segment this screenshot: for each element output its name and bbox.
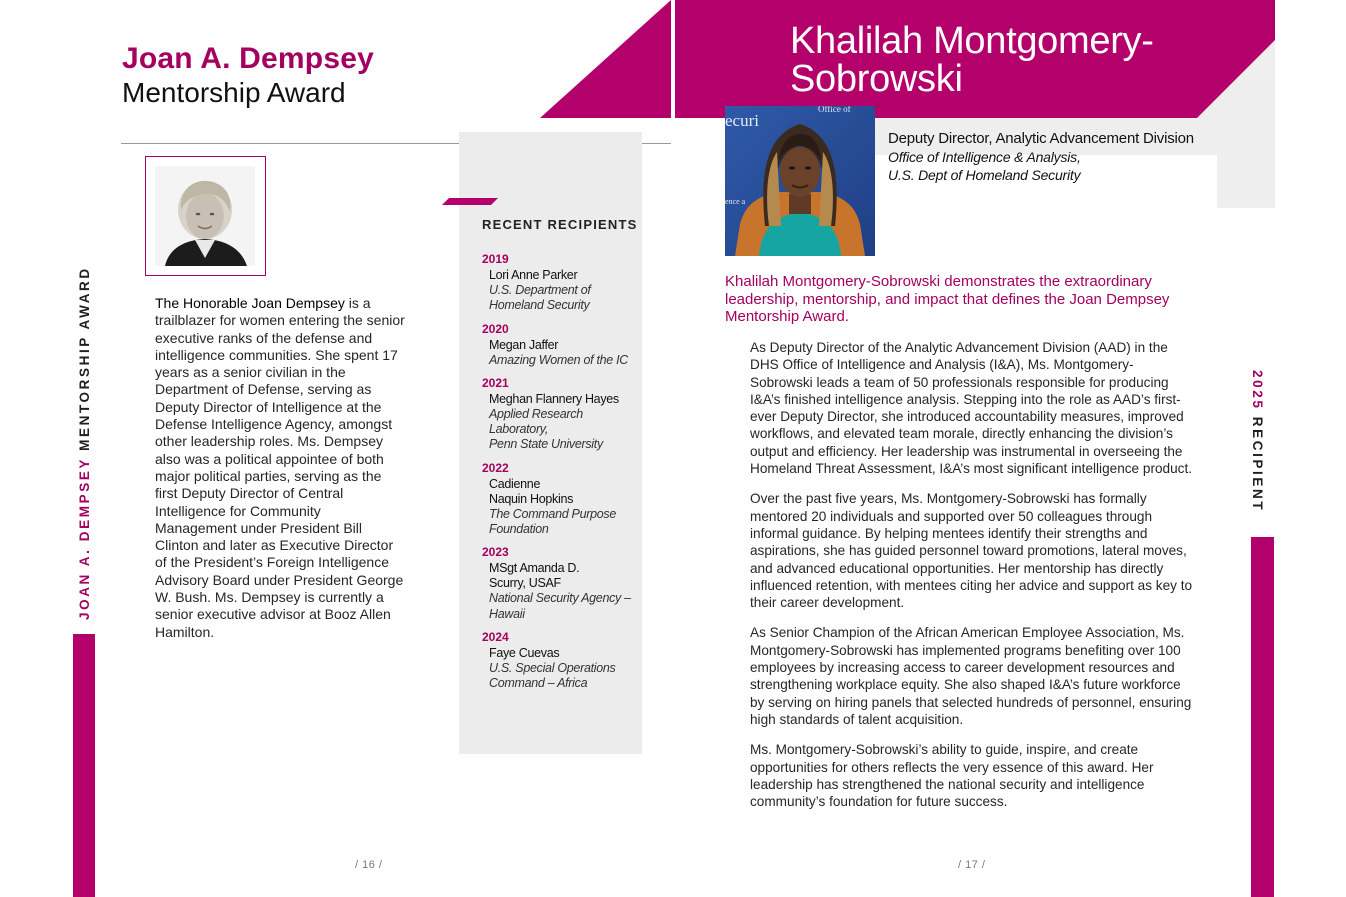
role-org-line-2: U.S. Dept of Homeland Security bbox=[888, 167, 1081, 183]
right-side-label bbox=[1250, 370, 1265, 512]
award-title-subtitle: Mentorship Award bbox=[122, 77, 346, 108]
recipient-org: U.S. Special Operations bbox=[489, 660, 616, 675]
recipient-org: Command – Africa bbox=[489, 676, 588, 691]
recipients-heading: RECENT RECIPIENTS bbox=[482, 217, 638, 232]
recipient-photo bbox=[725, 106, 875, 256]
dempsey-portrait bbox=[145, 156, 266, 276]
side-label-recipient: RECIPIENT bbox=[1250, 416, 1265, 513]
recipient-item bbox=[482, 322, 632, 368]
recipient-org: Homeland Security bbox=[489, 298, 590, 313]
recipient-name: Megan Jaffer bbox=[489, 337, 559, 352]
side-label-dark: MENTORSHIP AWARD bbox=[77, 266, 92, 451]
photo-backdrop-text: Office of bbox=[818, 106, 851, 114]
recipient-name: Lori Anne Parker bbox=[489, 268, 578, 282]
left-side-label bbox=[77, 266, 92, 620]
recipient-org: Amazing Women of the IC bbox=[489, 352, 628, 367]
recipient-item bbox=[482, 252, 632, 314]
recipient-name: Scurry, USAF bbox=[489, 576, 561, 591]
recipient-item bbox=[482, 545, 632, 622]
recipient-name: Meghan Flannery Hayes bbox=[489, 391, 619, 406]
dempsey-bio bbox=[155, 295, 405, 641]
recipient-org: Applied Research bbox=[489, 406, 583, 421]
recipient-name-title bbox=[790, 22, 1250, 98]
recipient-item bbox=[482, 376, 632, 453]
recipient-year: 2019 bbox=[482, 252, 509, 266]
recipient-year: 2023 bbox=[482, 545, 509, 560]
recipient-year: 2024 bbox=[482, 629, 509, 644]
recipient-photo-image bbox=[725, 106, 875, 256]
award-title-name: Joan A. Dempsey bbox=[122, 42, 374, 75]
photo-backdrop-text: ecuri bbox=[725, 111, 759, 130]
role-title: Deputy Director, Analytic Advancement Division bbox=[888, 130, 1194, 147]
side-label-accent: JOAN A. DEMPSEY bbox=[77, 457, 92, 620]
recipient-role-block bbox=[888, 130, 1258, 184]
recipients-slash-accent bbox=[442, 198, 498, 205]
recipient-name: MSgt Amanda D. bbox=[489, 561, 580, 576]
recipient-org: Hawaii bbox=[489, 606, 525, 621]
right-accent-bar bbox=[1251, 537, 1274, 897]
recipient-year: 2022 bbox=[482, 460, 509, 475]
name-line-1: Khalilah Montgomery- bbox=[790, 20, 1154, 62]
recipient-org: The Command Purpose bbox=[489, 506, 617, 521]
recipient-org: National Security Agency – bbox=[489, 591, 631, 606]
recipient-name: Faye Cuevas bbox=[489, 645, 560, 660]
recipient-item bbox=[482, 461, 632, 538]
recipient-org: U.S. Department of bbox=[489, 283, 591, 297]
recipients-list bbox=[482, 252, 632, 700]
left-accent-bar bbox=[73, 634, 95, 897]
narrative-paragraph: Ms. Montgomery-Sobrowski’s ability to guide, inspire, and create opportunities for others reflects the very essence of this award. Her leadership has strengthened the national security and intelligence community’s foundation for future success. bbox=[750, 742, 1154, 810]
recipient-intro: Khalilah Montgomery-Sobrowski demonstrates the extraordinary leadership, mentorship, and impact that defines the Joan Dempsey Mentorship Award. bbox=[725, 273, 1170, 325]
name-line-2: Sobrowski bbox=[790, 58, 963, 100]
side-label-year: 2025 bbox=[1250, 370, 1265, 411]
narrative-paragraph: As Deputy Director of the Analytic Advancement Division (AAD) in the DHS Office of Intelligence and Analysis (I&A), Ms. Montgomery-Sobrowski leads a team of 50 professionals responsible for producing I&A’s finished intelligence analysis. Stepping into the role as AAD’s first-ever Deputy Director, she introduced accountability measures, improved workflows, and elevated team morale, directly enhancing the division’s output and efficiency. Her leadership was instrumental in overseeing the Homeland Threat Assessment, I&A’s most significant intelligence product. bbox=[750, 340, 1193, 477]
recipient-year: 2021 bbox=[482, 375, 509, 390]
recipient-org: Penn State University bbox=[489, 437, 603, 452]
left-corner-triangle bbox=[540, 0, 671, 118]
narrative-paragraph: As Senior Champion of the African American Employee Association, Ms. Montgomery-Sobrowski has implemented programs benefiting over 100 employees by increasing access to career development resources and strengthening workplace equity. She also shaped I&A’s future workforce by serving on hiring panels that selected hundreds of personnel, ensuring high standards of talent acquisition. bbox=[750, 625, 1192, 727]
recipient-org: Foundation bbox=[489, 522, 549, 537]
recipient-name: Naquin Hopkins bbox=[489, 491, 574, 506]
bio-text: is a trailblazer for women entering the senior executive ranks of the defense and intelligence communities. She spent 17 years as a senior civilian in the Department of Defense, serving as Deputy Director of Intelligence at the Defense Intelligence Agency, amongst other leadership roles. Ms. Dempsey also was a political appointee of both major political parties, serving as the first Deputy Director of Central Intelligence for Community Management under President Bill Clinton and later as Executive Director of the President’s Foreign Intelligence Advisory Board under President George W. Bush. Ms. Dempsey is currently a senior executive advisor at Booz Allen Hamilton. bbox=[155, 295, 405, 640]
recipient-name: Cadienne bbox=[489, 476, 541, 491]
photo-backdrop-text: ence a bbox=[725, 197, 746, 206]
page-number-right: / 17 / bbox=[958, 859, 986, 871]
recipient-item bbox=[482, 630, 632, 692]
bio-lead-name: The Honorable Joan Dempsey bbox=[155, 295, 345, 311]
page-number-left: / 16 / bbox=[355, 859, 383, 871]
role-org-line-1: Office of Intelligence & Analysis, bbox=[888, 149, 1081, 165]
narrative-paragraph: Over the past five years, Ms. Montgomery-Sobrowski has formally mentored 20 individuals and supported over 50 colleagues through informal guidance. By helping mentees identify their strengths and aspirations, she has guided personnel toward promotions, lateral moves, and advanced educational opportunities. Her mentorship has directly influenced retention, with mentees citing her advice and support as key to their career development. bbox=[750, 491, 1193, 611]
recipient-org: Laboratory, bbox=[489, 422, 549, 437]
dempsey-portrait-image bbox=[155, 166, 255, 266]
recipient-narrative bbox=[750, 339, 1195, 823]
recipient-year: 2020 bbox=[482, 321, 509, 336]
